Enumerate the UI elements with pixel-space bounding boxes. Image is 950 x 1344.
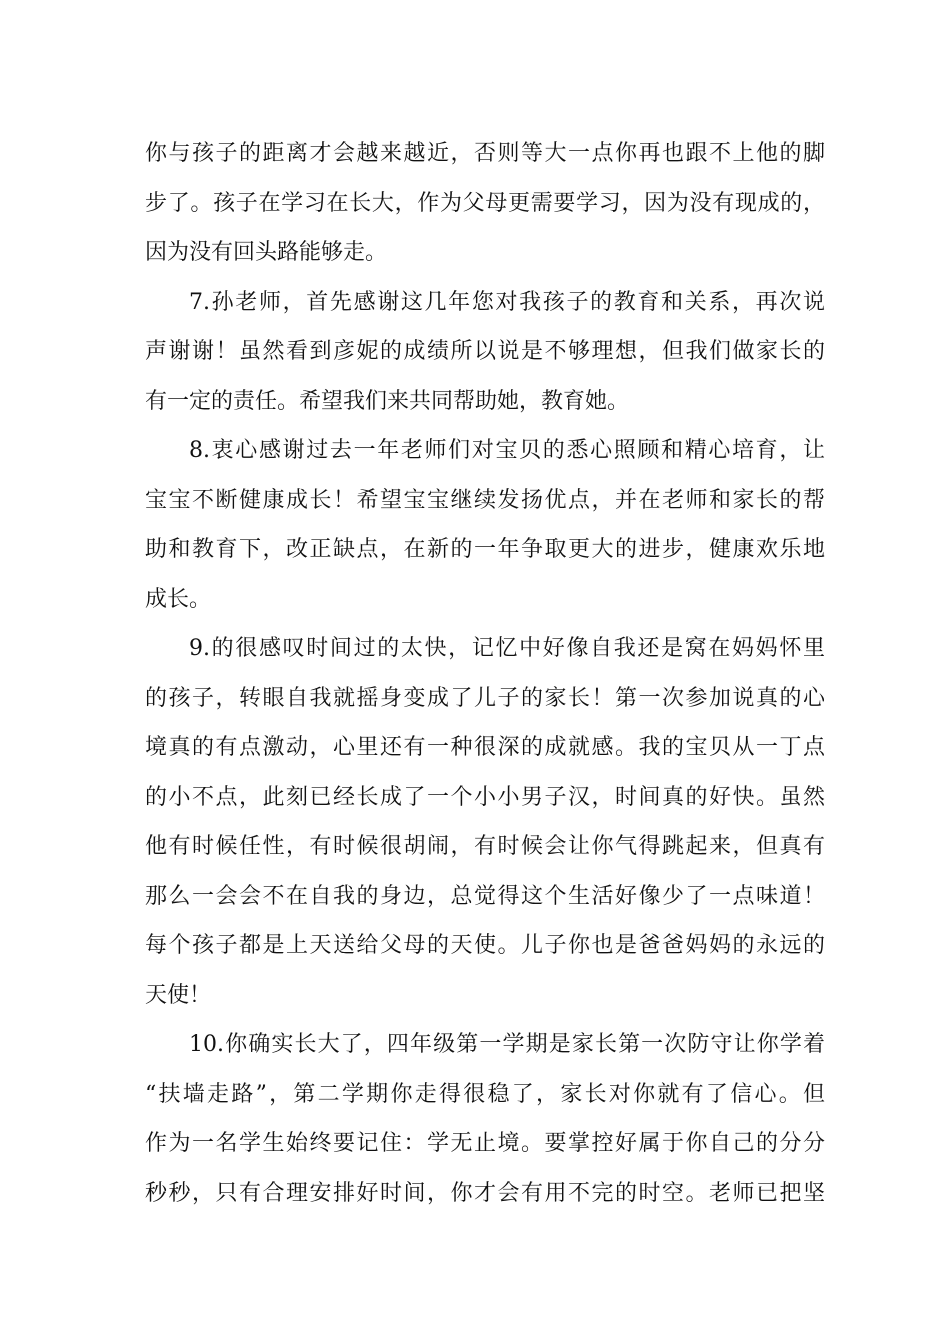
text-line: 每个孩子都是上天送给父母的天使。儿子你也是爸爸妈妈的永远的 [145,933,825,958]
text-line: 有一定的责任。希望我们来共同帮助她，教育她。 [145,388,630,414]
text-line: 他有时候任性，有时候很胡闹，有时候会让你气得跳起来，但真有 [145,834,825,859]
text-line: 宝宝不断健康成长！希望宝宝继续发扬优点，并在老师和家长的帮 [145,487,825,513]
text-line: 境真的有点激动，心里还有一种很深的成就感。我的宝贝从一丁点 [145,735,825,760]
text-line: 7.孙老师，首先感谢这几年您对我孩子的教育和关系，再次说 [189,289,825,315]
text-line: 10.你确实长大了，四年级第一学期是家长第一次防守让你学着 [189,1032,825,1057]
paragraph-item-7 [145,278,825,427]
text-line: “扶墙走路”，第二学期你走得很稳了，家长对你就有了信心。但 [145,1081,825,1107]
text-line: 9.的很感叹时间过的太快，记忆中好像自我还是窝在妈妈怀里 [189,636,825,661]
text-line: 8.衷心感谢过去一年老师们对宝贝的悉心照顾和精心培育，让 [189,438,825,463]
text-line: 秒秒，只有合理安排好时间，你才会有用不完的时空。老师已把坚 [145,1180,825,1206]
paragraph-continuation [145,129,825,278]
document-body [145,129,825,1218]
text-line: 助和教育下，改正缺点，在新的一年争取更大的进步，健康欢乐地 [145,537,825,562]
text-line: 天使！ [145,982,212,1008]
text-line: 步了。孩子在学习在长大，作为父母更需要学习，因为没有现成的， [145,190,825,216]
text-line: 作为一名学生始终要记住：学无止境。要掌控好属于你自己的分分 [145,1131,825,1156]
text-line: 成长。 [145,586,212,612]
text-line: 的小不点，此刻已经长成了一个小小男子汉，时间真的好快。虽然 [145,784,825,810]
paragraph-item-9 [145,624,825,1020]
text-line: 的孩子，转眼自我就摇身变成了儿子的家长！第一次参加说真的心 [145,685,825,711]
text-line: 因为没有回头路能够走。 [145,240,388,265]
paragraph-item-8 [145,426,825,624]
text-line: 那么一会会不在自我的身边，总觉得这个生活好像少了一点味道！ [145,883,825,909]
paragraph-item-10 [145,1020,825,1218]
text-line: 你与孩子的距离才会越来越近，否则等大一点你再也跟不上他的脚 [145,141,825,166]
text-line: 声谢谢！虽然看到彦妮的成绩所以说是不够理想，但我们做家长的 [145,339,825,364]
